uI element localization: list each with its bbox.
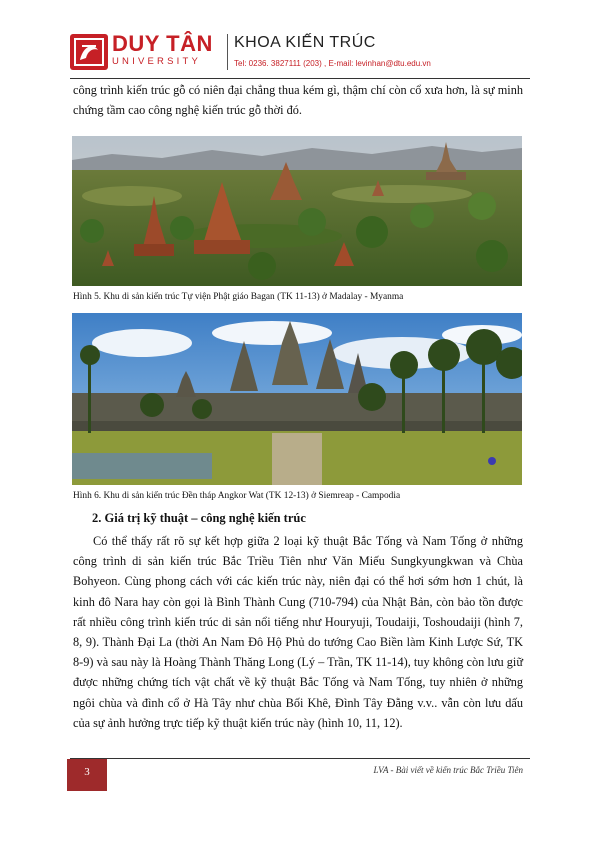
page-number-box bbox=[67, 759, 107, 791]
angkor-wat-photo bbox=[72, 313, 522, 485]
header-rule bbox=[70, 78, 530, 79]
footer-rule bbox=[70, 758, 530, 759]
header-divider bbox=[227, 34, 228, 70]
figure-5-caption: Hình 5. Khu di sản kiến trúc Tự viện Phật giáo Bagan (TK 11-13) ở Madalay - Myanma bbox=[73, 292, 404, 302]
department-name: KHOA KIẾN TRÚC bbox=[234, 34, 376, 51]
running-footer-title: LVA - Bài viết về kiến trúc Bắc Triều Tiên bbox=[373, 765, 523, 775]
bagan-temples-photo bbox=[72, 136, 522, 286]
university-brand bbox=[112, 32, 213, 67]
page-header bbox=[70, 32, 530, 76]
university-logo-icon bbox=[70, 34, 108, 70]
section-heading: 2. Giá trị kỹ thuật – công nghệ kiến trúc bbox=[92, 511, 306, 525]
brand-name: DUY TÂN bbox=[112, 31, 213, 56]
brand-subtitle: UNIVERSITY bbox=[112, 56, 202, 67]
contact-info: Tel: 0236. 3827111 (203) , E-mail: levinhan@dtu.edu.vn bbox=[234, 59, 431, 68]
page-number: 3 bbox=[84, 766, 90, 778]
figure-6-caption: Hình 6. Khu di sản kiến trúc Đền tháp Angkor Wat (TK 12-13) ở Siemreap - Campodia bbox=[73, 491, 401, 501]
body-paragraph-2: Có thể thấy rất rõ sự kết hợp giữa 2 loại kỹ thuật Bắc Tống và Nam Tống ở những công trình di sản kiến trúc Bắc Triều Tiên như Văn Miếu Sungkyungkwan và Chùa Bohyeon. Cùng phong cách với các kiến trúc này, niên đại có thể hơi sớm hơn 1 chút, là kinh đô Nara hay còn gọi là Bình Thành Cung (710-794) của Nhật Bản, còn bảo tồn được rất nhiều công trình kiến trúc di sản nổi tiếng như Houryuji, Toudaiji, Toshoudaiji (hình 7, 8, 9). Thành Đại La (thời An Nam Đô Hộ Phủ do tướng Cao Biền làm Kinh Lược Sứ, TK 8-9) và sau này là Hoàng Thành Thăng Long (Lý – Trần, TK 11-14), tuy không còn lưu giữ được những chứng tích vật chất về kỹ thuật Bắc Tống và Nam Tống, tuy nhiên ở những ngôi chùa và đình cổ ở Hà Tây như chùa Bối Khê, Đình Tây Đằng v.v.. vẫn còn lưu dấu của sự ảnh hưởng trực tiếp kỹ thuật kiến trúc này (hình 10, 11, 12). bbox=[73, 534, 523, 730]
body-paragraph-1: công trình kiến trúc gỗ có niên đại chẳng thua kém gì, thậm chí còn cổ xưa hơn, là sự minh chứng tầm cao công nghệ kiến trúc gỗ thời đó. bbox=[73, 83, 523, 118]
